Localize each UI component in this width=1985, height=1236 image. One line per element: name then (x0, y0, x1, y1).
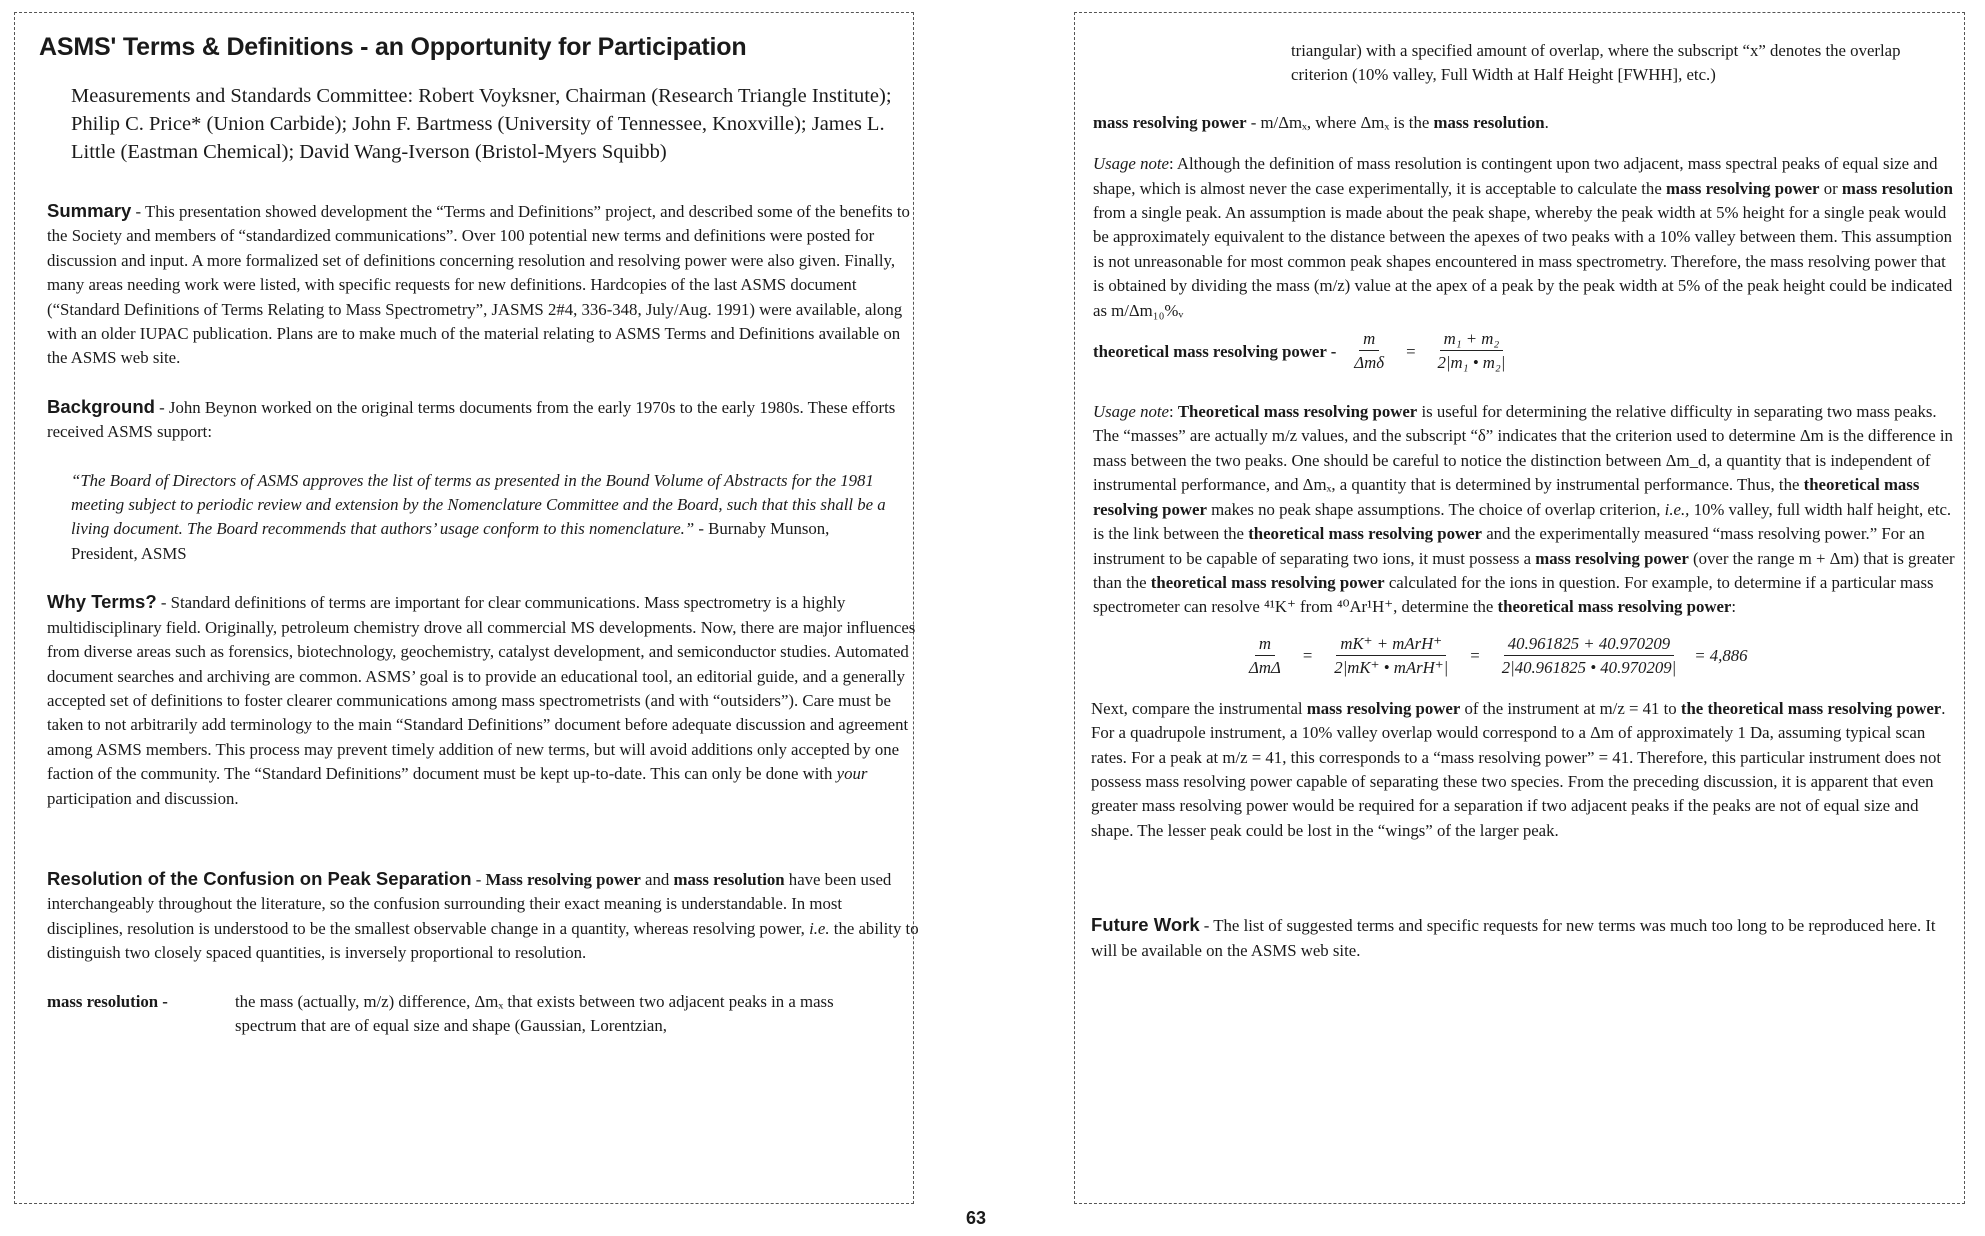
tmrp-equals: = (1406, 341, 1416, 361)
theoretical-mrp-equation (1093, 329, 1954, 374)
why-terms-end: participation and discussion. (47, 788, 239, 808)
resolution-bold-2: mass resolution (673, 869, 785, 889)
future-work-heading: Future Work (1091, 914, 1200, 936)
mrp-def-end: . (1544, 112, 1549, 132)
mrp-term: mass resolving power (1093, 112, 1247, 132)
resolution-ie: i.e. (809, 918, 830, 938)
quote-text: “The Board of Directors of ASMS approves the list of terms as presented in the Bound Volume of Abstracts for the 1981 meeting subject to periodic review and extension by the Nomenclature Committee and the Board, such that this shall be a living document. The Board recommends that authors’ usage conform to this nomenclature.” (71, 470, 886, 539)
example-fraction-1 (1245, 634, 1285, 679)
note2-d: and the experimentally measured “mass resolving power.” For an instrument to be capable of separating two ions, it must possess a (1093, 524, 1925, 568)
note2-g: : (1731, 597, 1737, 617)
why-terms-section (47, 590, 922, 811)
usage-note-2 (1093, 400, 1955, 620)
ex-f2-den: 2|mK⁺ • mArH⁺| (1334, 657, 1449, 677)
example-equals-2: = (1470, 646, 1480, 666)
example-fraction-3 (1498, 634, 1681, 679)
example-equation (1231, 634, 1954, 679)
future-work-text: - The list of suggested terms and specific requests for new terms was much too long to be reproduced here. It will be available on the ASMS web site. (1091, 916, 1936, 960)
future-work-section (1091, 913, 1953, 963)
summary-text: - This presentation showed development the “Terms and Definitions” project, and described some of the benefits to the Society and members of “standardized communications”. Over 100 potential new terms and definitions were posted for discussion and input. A more formalized set of definitions concerning resolution and resolving power were also given. Finally, many areas needing work were listed, with specific requests for new definitions. Hardcopies of the last ASMS document (“Standard Definitions of Terms Relating to Mass Spectrometry”, JASMS 2#4, 336-348, July/Aug. 1991) were available, along with an older IUPAC publication. Plans are to make much of the material relating to ASMS Terms and Definitions available on the ASMS web site. (47, 202, 910, 368)
resolution-heading: Resolution of the Confusion on Peak Separation (47, 867, 472, 889)
usage-note-2-label: Usage note (1093, 402, 1169, 422)
left-column-frame (14, 12, 919, 1204)
note2-ie: i.e., (1664, 499, 1690, 519)
why-terms-text: - Standard definitions of terms are important for clear communications. Mass spectrometry is a highly multidisciplinary field. Originally, petroleum chemistry drove all commercial MS developments. Now, there are major influences from diverse areas such as forensics, biotechnology, geochemistry, catalyst development, and semiconductor studies. Automated document searches and archiving are common. ASMS’ goal is to provide an educational tool, an editorial guide, and a generally accepted set of definitions to foster clearer communications among mass spectrometrists (and with “outsiders”). Care must be taken to not arbitrarily add terminology to the main “Standard Definitions” document before adequate discussion and agreement among ASMS members. This process may prevent timely addition of new terms, but will avoid additions only accepted by one faction of the community. The “Standard Definitions” document must be kept up-to-date. This can only be done with (47, 593, 916, 784)
ex-f1-num: m (1255, 634, 1275, 656)
committee-members: Measurements and Standards Committee: Robert Voyksner, Chairman (Research Triangle Institute); Philip C. Price* (Union Carbide); John F. Bartmess (University of Tennessee, Knoxville); James L. Little (Eastman Chemical); David Wang-Iverson (Bristol-Myers Squibb) (71, 85, 892, 163)
tmrp-fraction-2 (1434, 329, 1510, 374)
resolution-section (47, 867, 922, 966)
comparison-paragraph (1091, 697, 1953, 843)
ex-f2-num: mK⁺ + mArH⁺ (1336, 634, 1446, 656)
summary-heading: Summary (47, 200, 132, 221)
next-b: of the instrument at m/z = 41 to (1460, 698, 1681, 718)
ex-f3-den: 2|40.961825 • 40.970209| (1501, 657, 1677, 677)
note2-c: 10% valley, full width half height, etc. is the link between the (1093, 499, 1952, 544)
background-section (47, 395, 922, 445)
background-text: - John Beynon worked on the original terms documents from the early 1970s to the early 1980s. These efforts received ASMS support: (47, 397, 896, 442)
usage-note-1-label: Usage note (1093, 154, 1169, 174)
tmrp-frac1-den: Δmδ (1354, 353, 1385, 373)
note2-bold-5: theoretical mass resolving power (1150, 572, 1385, 592)
page-number: 63 (966, 1208, 987, 1228)
resolution-text: have been used interchangeably throughout the literature, so the confusion surrounding their exact meaning is understandable. In most disciplines, resolution is understood to be the smallest observable change in a quantity, whereas resolving power, (47, 869, 892, 938)
note2-e: (over the range m + Δm) that is greater than the (1093, 548, 1955, 592)
why-terms-your: your (836, 764, 868, 784)
note1-bold-1: mass resolving power (1665, 178, 1820, 198)
right-column-frame (1074, 12, 1965, 1204)
example-equals-1: = (1302, 646, 1313, 666)
summary-section (47, 199, 922, 371)
ex-f3-num: 40.961825 + 40.970209 (1504, 634, 1674, 656)
tmrp-frac1-num: m (1359, 329, 1379, 351)
mass-resolution-definition (47, 990, 899, 1039)
mrp-def: - m/Δmₓ, where Δmₓ is the (1246, 112, 1434, 132)
quote-attribution: - Burnaby Munson, President, ASMS (71, 519, 830, 563)
note2-b: makes no peak shape assumptions. The choice of overlap criterion, (1206, 499, 1665, 519)
next-a: Next, compare the instrumental (1091, 698, 1307, 718)
note2-bold-4: mass resolving power (1535, 548, 1689, 568)
tmrp-frac2-num: m₁ + m₂ (1440, 329, 1504, 351)
mass-resolving-power-definition (1093, 111, 1954, 135)
mass-resolution-def: the mass (actually, m/z) difference, Δmₓ that exists between two adjacent peaks in a mass spectrum that are of equal size and shape (Gaussian, Lorentzian, (235, 991, 834, 1035)
page-title: ASMS' Terms & Definitions - an Opportunity for Participation (39, 33, 747, 61)
note2-f: calculated for the ions in question. For example, to determine if a particular mass spectrometer can resolve ⁴¹K⁺ from ⁴⁰Ar¹H⁺, determine the (1093, 572, 1934, 617)
definition-continuation: triangular) with a specified amount of overlap, where the subscript “x” denotes the overlap criterion (10% valley, Full Width at Half Height [FWHH], etc.) (1291, 41, 1901, 85)
note1-a: : Although the definition of mass resolution is contingent upon two adjacent, mass spectral peaks of equal size and shape, which is almost never the case experimentally, it is acceptable to calculate the (1093, 154, 1938, 198)
ex-f1-den: ΔmΔ (1249, 657, 1281, 677)
resolution-and: and (640, 869, 674, 889)
note2-bold-6: theoretical mass resolving power (1497, 597, 1732, 617)
note2-bold-1: Theoretical mass resolving power (1177, 402, 1418, 422)
example-fraction-2 (1330, 634, 1452, 679)
example-result: = 4,886 (1694, 646, 1748, 666)
board-quote (71, 469, 891, 567)
usage-note-1 (1093, 152, 1953, 323)
note2-a: is useful for determining the relative difficulty in separating two mass peaks. The “masses” are actually m/z values, and the subscript “δ” indicates that the criterion used to determine Δm is the difference in mass between the two peaks. One should be careful to notice the distinction between Δm_d, a quantity that is independent of instrumental performance, and Δmₓ, a quantity that is determined by instrumental performance. Thus, the (1093, 402, 1953, 495)
resolution-dash: - (471, 869, 486, 889)
tmrp-frac2-den: 2|m₁ • m₂| (1437, 353, 1506, 373)
note1-or: or (1819, 178, 1842, 198)
note2-colon: : (1168, 402, 1178, 422)
background-heading: Background (47, 395, 155, 417)
next-c: . For a quadrupole instrument, a 10% valley overlap would correspond to a Δm of approximately 1 Da, assuming typical scan rates. For a peak at m/z = 41, this corresponds to a “mass resolving power” = 41. Therefore, this particular instrument does not possess mass resolving power capable of separating these two species. From the preceding discussion, it is apparent that even greater mass resolving power would be required for a separation if two adjacent peaks if the peaks are not of equal size and shape. The lesser peak could be lost in the “wings” of the larger peak. (1091, 698, 1946, 840)
note1-bold-2: mass resolution (1841, 178, 1953, 198)
mass-resolution-term: mass resolution - (47, 991, 168, 1011)
resolution-bold-1: Mass resolving power (485, 869, 641, 889)
tmrp-term: theoretical mass resolving power - (1093, 341, 1337, 361)
resolution-end: the ability to distinguish two closely spaced quantities, is inversely proportional to resolution. (47, 918, 919, 963)
next-bold-2: the theoretical mass resolving power (1680, 698, 1942, 718)
note1-c: from a single peak. An assumption is made about the peak shape, whereby the peak width at 5% height for a single peak would be approximately equivalent to the distance between the apexes of two peaks with a 10% valley between them. This assumption is not unreasonable for most common peak shapes encountered in mass spectrometry. Therefore, the mass resolving power that is obtained by dividing the mass (m/z) value at the apex of a peak by the peak width at 5% of the peak height could be indicated as m/Δm₁₀%ᵥ (1093, 203, 1953, 320)
why-terms-heading: Why Terms? (47, 591, 157, 613)
note2-bold-3: theoretical mass resolving power (1248, 524, 1483, 544)
mrp-def-bold: mass resolution (1433, 112, 1545, 132)
tmrp-fraction-1 (1350, 329, 1388, 374)
note2-bold-2: theoretical mass resolving power (1093, 475, 1920, 519)
next-bold-1: mass resolving power (1306, 698, 1461, 718)
